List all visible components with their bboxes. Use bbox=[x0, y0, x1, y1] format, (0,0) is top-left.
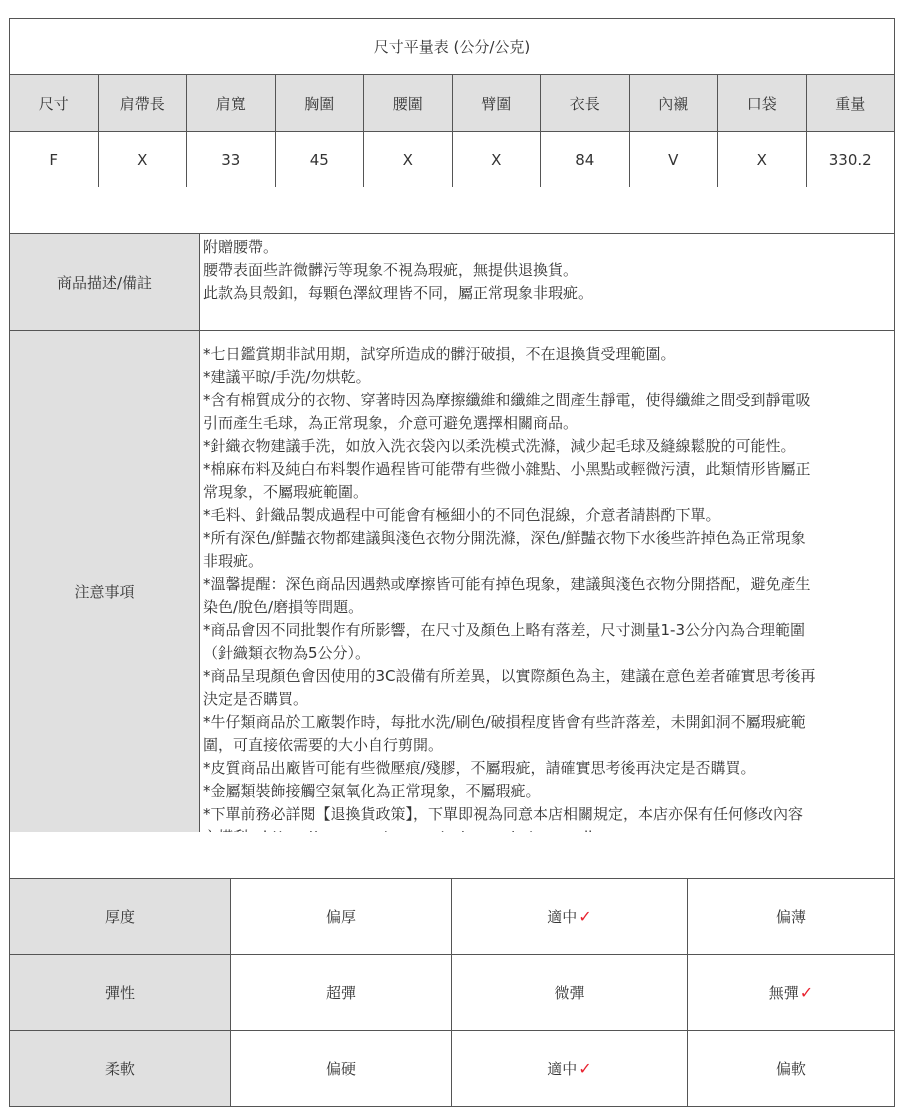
feel-option bbox=[452, 955, 688, 1031]
fabric-feel-table bbox=[9, 878, 895, 1107]
notes-line: *溫馨提醒：深色商品因遇熱或摩擦皆可能有掉色現象，建議與淺色衣物分開搭配，避免產生 bbox=[203, 575, 811, 593]
feel-option bbox=[231, 879, 452, 955]
notes-line: *牛仔類商品於工廠製作時，每批水洗/刷色/破損程度皆會有些許落差，未開釦洞不屬瑕疵範 bbox=[203, 713, 806, 731]
feel-option bbox=[688, 955, 895, 1031]
notes-line: *毛料、針織品製成過程中可能會有極細小的不同色混線，介意者請斟酌下單。 bbox=[203, 506, 721, 524]
notes-line: *建議平晾/手洗/勿烘乾。 bbox=[203, 368, 371, 386]
notes-line: *商品呈現顏色會因使用的3C設備有所差異，以實際顏色為主，建議在意色差者確實思考後再 bbox=[203, 667, 816, 685]
feel-option bbox=[688, 879, 895, 955]
feel-option bbox=[688, 1031, 895, 1107]
option-text: 偏硬 bbox=[325, 1060, 356, 1078]
notes-row bbox=[10, 331, 895, 852]
check-icon: ✓ bbox=[578, 1059, 592, 1078]
feel-row-elasticity bbox=[10, 955, 895, 1031]
value-chest: 45 bbox=[275, 132, 364, 188]
value-arm: X bbox=[452, 132, 541, 188]
notes-line: *金屬類裝飾接觸空氣氧化為正常現象，不屬瑕疵。 bbox=[203, 782, 541, 800]
value-weight: 330.2 bbox=[806, 132, 895, 188]
header-chest: 胸圍 bbox=[275, 75, 364, 132]
feel-option bbox=[231, 955, 452, 1031]
header-pocket: 口袋 bbox=[718, 75, 807, 132]
notes-line: 非瑕疵。 bbox=[203, 552, 264, 570]
description-label: 商品描述/備註 bbox=[10, 234, 200, 331]
header-size: 尺寸 bbox=[10, 75, 99, 132]
option-text: 微彈 bbox=[554, 984, 585, 1002]
notes-line: *皮質商品出廠皆可能有些微壓痕/殘膠，不屬瑕疵，請確實思考後再決定是否購買。 bbox=[203, 759, 756, 777]
value-length: 84 bbox=[541, 132, 630, 188]
size-table bbox=[9, 18, 895, 188]
feel-option bbox=[452, 879, 688, 955]
notes-line: 引而產生毛球，為正常現象，介意可避免選擇相關商品。 bbox=[203, 414, 579, 432]
option-text: 適中 bbox=[547, 908, 578, 926]
spacer bbox=[9, 832, 895, 878]
description-line: 此款為貝殼釦，每顆色澤紋理皆不同，屬正常現象非瑕疵。 bbox=[203, 284, 594, 302]
header-lining: 內襯 bbox=[629, 75, 718, 132]
header-arm: 臂圍 bbox=[452, 75, 541, 132]
notes-line: 常現象，不屬瑕疵範圍。 bbox=[203, 483, 369, 501]
notes-line: 染色/脫色/磨損等問題。 bbox=[203, 598, 364, 616]
feel-option bbox=[452, 1031, 688, 1107]
description-table bbox=[9, 233, 895, 852]
notes-label: 注意事項 bbox=[10, 331, 200, 852]
option-text: 無彈 bbox=[768, 984, 799, 1002]
option-text: 適中 bbox=[547, 1060, 578, 1078]
feel-label: 彈性 bbox=[10, 955, 231, 1031]
value-waist: X bbox=[364, 132, 453, 188]
description-line: 附贈腰帶。 bbox=[203, 238, 279, 256]
option-text: 偏厚 bbox=[325, 908, 356, 926]
header-shoulder-width: 肩寬 bbox=[187, 75, 276, 132]
description-row bbox=[10, 234, 895, 331]
check-icon: ✓ bbox=[578, 907, 592, 926]
check-icon: ✓ bbox=[799, 983, 814, 1002]
option-text: 超彈 bbox=[325, 984, 356, 1002]
option-text: 偏薄 bbox=[775, 908, 806, 926]
notes-line: *下單前務必詳閱【退換貨政策】，下單即視為同意本店相關規定，本店亦保有任何修改內容 bbox=[203, 805, 804, 823]
feel-label: 厚度 bbox=[10, 879, 231, 955]
notes-text bbox=[200, 331, 895, 852]
header-waist: 腰圍 bbox=[364, 75, 453, 132]
value-size: F bbox=[10, 132, 99, 188]
size-header-row bbox=[10, 75, 895, 132]
notes-line: *七日鑑賞期非試用期，試穿所造成的髒汙破損，不在退換貨受理範圍。 bbox=[203, 345, 676, 363]
notes-line: *針織衣物建議手洗，如放入洗衣袋內以柔洗模式洗滌，減少起毛球及縫線鬆脫的可能性。 bbox=[203, 437, 796, 455]
notes-line: （針織類衣物為5公分）。 bbox=[203, 644, 371, 662]
header-length: 衣長 bbox=[541, 75, 630, 132]
size-table-title: 尺寸平量表 (公分/公克) bbox=[10, 19, 895, 75]
feel-row-softness bbox=[10, 1031, 895, 1107]
notes-line: *棉麻布料及純白布料製作過程皆可能帶有些微小雜點、小黑點或輕微污漬，此類情形皆屬正 bbox=[203, 460, 811, 478]
option-text: 偏軟 bbox=[775, 1060, 806, 1078]
notes-line: 圍，可直接依需要的大小自行剪開。 bbox=[203, 736, 444, 754]
description-text bbox=[200, 234, 895, 331]
feel-row-thickness bbox=[10, 879, 895, 955]
notes-line: *所有深色/鮮豔衣物都建議與淺色衣物分開洗滌，深色/鮮豔衣物下水後些許掉色為正常現象 bbox=[203, 529, 806, 547]
value-shoulder-width: 33 bbox=[187, 132, 276, 188]
value-lining: V bbox=[629, 132, 718, 188]
value-pocket: X bbox=[718, 132, 807, 188]
size-value-row bbox=[10, 132, 895, 188]
spacer bbox=[9, 187, 895, 233]
notes-line: *含有棉質成分的衣物、穿著時因為摩擦纖維和纖維之間產生靜電，使得纖維之間受到靜電吸 bbox=[203, 391, 811, 409]
notes-line: 決定是否購買。 bbox=[203, 690, 309, 708]
description-line: 腰帶表面些許微髒污等現象不視為瑕疵，無提供退換貨。 bbox=[203, 261, 579, 279]
feel-label: 柔軟 bbox=[10, 1031, 231, 1107]
value-strap-length: X bbox=[98, 132, 187, 188]
header-strap-length: 肩帶長 bbox=[98, 75, 187, 132]
header-weight: 重量 bbox=[806, 75, 895, 132]
feel-option bbox=[231, 1031, 452, 1107]
notes-line: *商品會因不同批製作有所影響，在尺寸及顏色上略有落差，尺寸測量1-3公分內為合理範圍 bbox=[203, 621, 806, 639]
